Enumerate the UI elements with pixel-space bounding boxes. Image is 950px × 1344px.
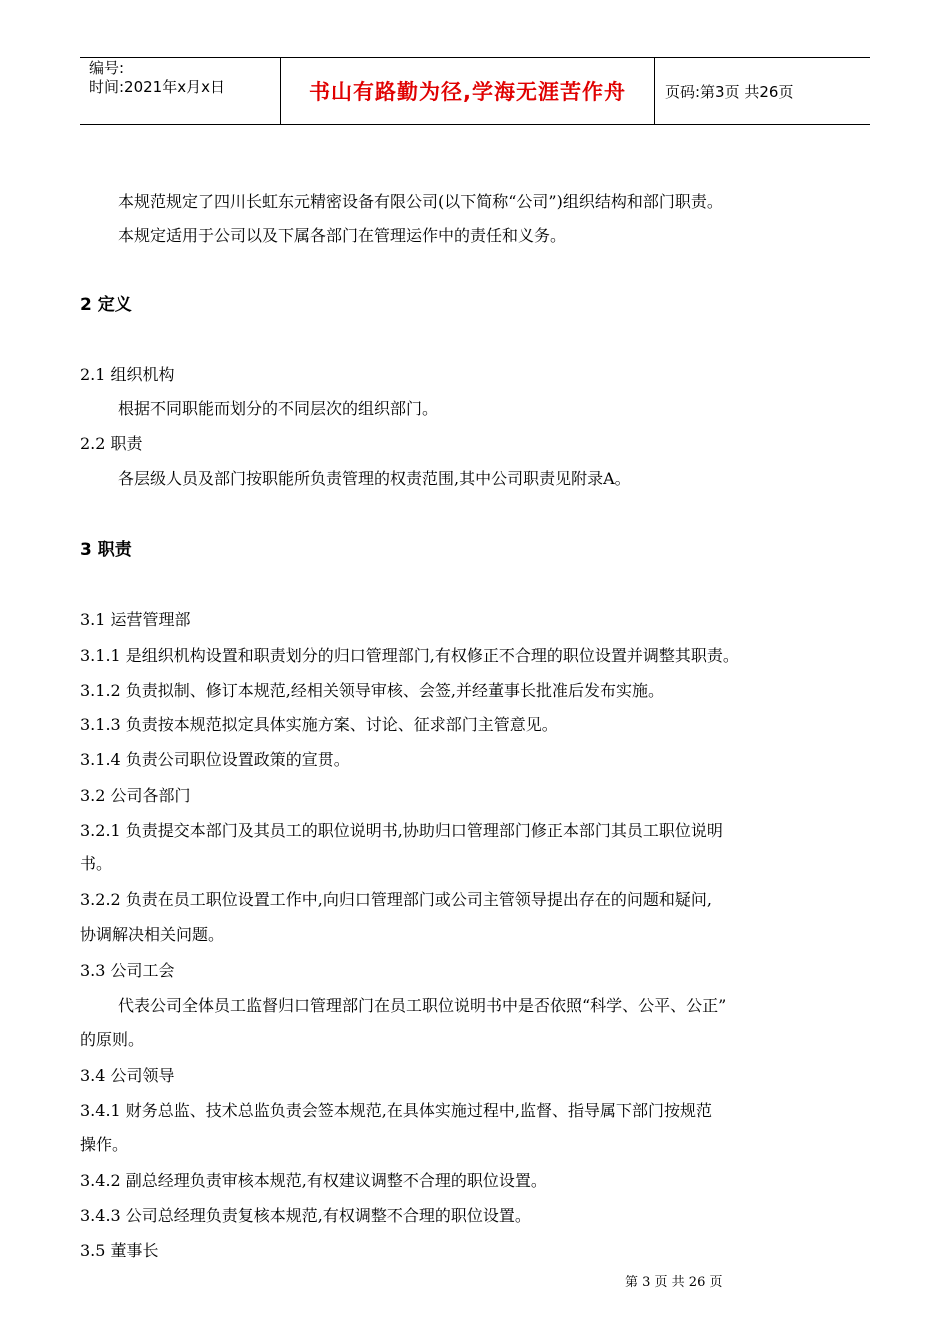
clause-3-1-3: 3.1.3 负责按本规范拟定具体实施方案、讨论、征求部门主管意见。 bbox=[80, 715, 558, 734]
clause-3-2-1-line1: 3.2.1 负责提交本部门及其员工的职位说明书,协助归口管理部门修正本部门其员工职位说明 bbox=[80, 821, 723, 840]
paragraph-3-3-line1: 代表公司全体员工监督归口管理部门在员工职位说明书中是否依照“科学、公平、公正” bbox=[118, 996, 727, 1015]
header-page-cell bbox=[655, 58, 870, 124]
clause-3-2-1-line2: 书。 bbox=[80, 854, 113, 873]
subsection-heading-2-1: 2.1 组织机构 bbox=[80, 365, 175, 384]
subsection-heading-3-5: 3.5 董事长 bbox=[80, 1241, 159, 1260]
paragraph-2-1: 根据不同职能而划分的不同层次的组织部门。 bbox=[118, 399, 439, 418]
document-number-label: 编号: bbox=[89, 59, 125, 77]
paragraph-2-2: 各层级人员及部门按职能所负责管理的权责范围,其中公司职责见附录A。 bbox=[118, 469, 631, 488]
header-page-number: 页码:第3页 共26页 bbox=[665, 82, 794, 101]
document-time-label: 时间:2021年x月x日 bbox=[89, 78, 225, 96]
clause-3-4-2: 3.4.2 副总经理负责审核本规范,有权建议调整不合理的职位设置。 bbox=[80, 1171, 547, 1190]
clause-3-1-4: 3.1.4 负责公司职位设置政策的宣贯。 bbox=[80, 750, 350, 769]
section-heading-definitions: 2 定义 bbox=[80, 295, 132, 315]
paragraph-scope: 本规范规定了四川长虹东元精密设备有限公司(以下简称“公司”)组织结构和部门职责。 bbox=[118, 192, 723, 211]
clause-3-4-3: 3.4.3 公司总经理负责复核本规范,有权调整不合理的职位设置。 bbox=[80, 1206, 531, 1225]
subsection-heading-2-2: 2.2 职责 bbox=[80, 434, 143, 453]
clause-3-4-1-line2: 操作。 bbox=[80, 1135, 129, 1154]
header-motto-cell bbox=[281, 58, 655, 124]
clause-3-1-1: 3.1.1 是组织机构设置和职责划分的归口管理部门,有权修正不合理的职位设置并调整其职责。 bbox=[80, 646, 739, 665]
paragraph-3-3-line2: 的原则。 bbox=[80, 1030, 145, 1049]
paragraph-applicability: 本规定适用于公司以及下属各部门在管理运作中的责任和义务。 bbox=[118, 226, 567, 245]
clause-3-2-2-line1: 3.2.2 负责在员工职位设置工作中,向归口管理部门或公司主管领导提出存在的问题和疑问, bbox=[80, 890, 712, 909]
clause-3-1-2: 3.1.2 负责拟制、修订本规范,经相关领导审核、会签,并经董事长批准后发布实施。 bbox=[80, 681, 664, 700]
subsection-heading-3-4: 3.4 公司领导 bbox=[80, 1066, 175, 1085]
subsection-heading-3-3: 3.3 公司工会 bbox=[80, 961, 175, 980]
subsection-heading-3-2: 3.2 公司各部门 bbox=[80, 786, 191, 805]
page-footer: 第 3 页 共 26 页 bbox=[625, 1275, 723, 1290]
subsection-heading-3-1: 3.1 运营管理部 bbox=[80, 610, 191, 629]
clause-3-4-1-line1: 3.4.1 财务总监、技术总监负责会签本规范,在具体实施过程中,监督、指导属下部门按规范 bbox=[80, 1101, 712, 1120]
document-header bbox=[80, 57, 870, 125]
clause-3-2-2-line2: 协调解决相关问题。 bbox=[80, 925, 225, 944]
header-motto: 书山有路勤为径,学海无涯苦作舟 bbox=[309, 80, 626, 104]
header-meta bbox=[80, 58, 281, 124]
section-heading-responsibilities: 3 职责 bbox=[80, 540, 132, 560]
